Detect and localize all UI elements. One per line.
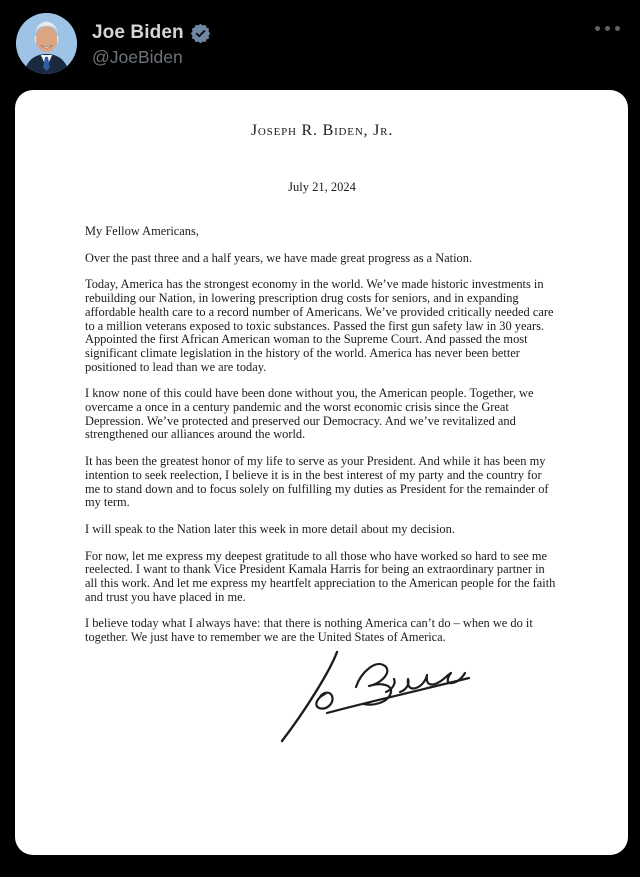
letter-image[interactable]: [15, 90, 628, 855]
avatar-illustration: [16, 13, 77, 74]
more-horizontal-icon[interactable]: [589, 20, 626, 37]
verified-seal-icon: [190, 23, 211, 44]
letter-salutation: My Fellow Americans,: [85, 224, 199, 238]
author-block: [92, 22, 211, 68]
more-dot: [615, 26, 620, 31]
letter-paragraph: Over the past three and a half years, we have made great progress as a Nation.: [85, 250, 473, 265]
author-line[interactable]: [92, 22, 211, 44]
letterhead: Joseph R. Biden, Jr.: [250, 122, 394, 139]
author-name[interactable]: Joe Biden: [92, 22, 184, 43]
more-dot: [605, 26, 610, 31]
letter-paragraph: Today, America has the strongest economy in the world. We’ve made historic investments in rebuilding our Nation, in lowering prescription drug costs for seniors, and in expanding affordable health care to a record number of Americans. We’ve provided critically needed care to a million veterans exposed to toxic substances. Passed the first gun safety law in 30 years. Appointed the first African American woman to the Supreme Court. And passed the most significant climate legislation in the history of the world. America has never been better positioned to lead than we are today.: [85, 277, 554, 374]
letter-body: [85, 225, 559, 645]
author-handle[interactable]: @JoeBiden: [92, 47, 183, 67]
joe-biden-avatar[interactable]: [16, 13, 77, 74]
tweet-header: [0, 0, 640, 90]
letter-paragraph: I will speak to the Nation later this week in more detail about my decision.: [85, 521, 455, 536]
letter-paragraph: I believe today what I always have: that there is nothing America can’t do – when we do it together. We just have to remember we are the United States of America.: [85, 616, 533, 645]
letter-content: [15, 90, 628, 747]
letter-paragraph: I know none of this could have been done without you, the American people. Together, we overcame a once in a century pandemic and the worst economic crisis since the Great Depression. We’ve protected and preserved our Democracy. And we’ve revitalized and strengthened our alliances around the world.: [85, 386, 534, 442]
letter-paragraph: For now, let me express my deepest gratitude to all those who have worked so hard to see me reelected. I want to thank Vice President Kamala Harris for being an extraordinary partner in all this work. And let me express my heartfelt appreciation to the American people for the faith and trust you have placed in me.: [85, 548, 556, 604]
joe-biden-signature: [273, 647, 493, 747]
letter-paragraphs: [85, 252, 559, 645]
letter-paragraph: It has been the greatest honor of my life to serve as your President. And while it has been my intention to seek reelection, I believe it is in the best interest of my party and the country for me to stand down and to focus solely on fulfilling my duties as President for the remainder of my term.: [85, 454, 549, 510]
letter-date: July 21, 2024: [288, 180, 356, 194]
more-dot: [595, 26, 600, 31]
